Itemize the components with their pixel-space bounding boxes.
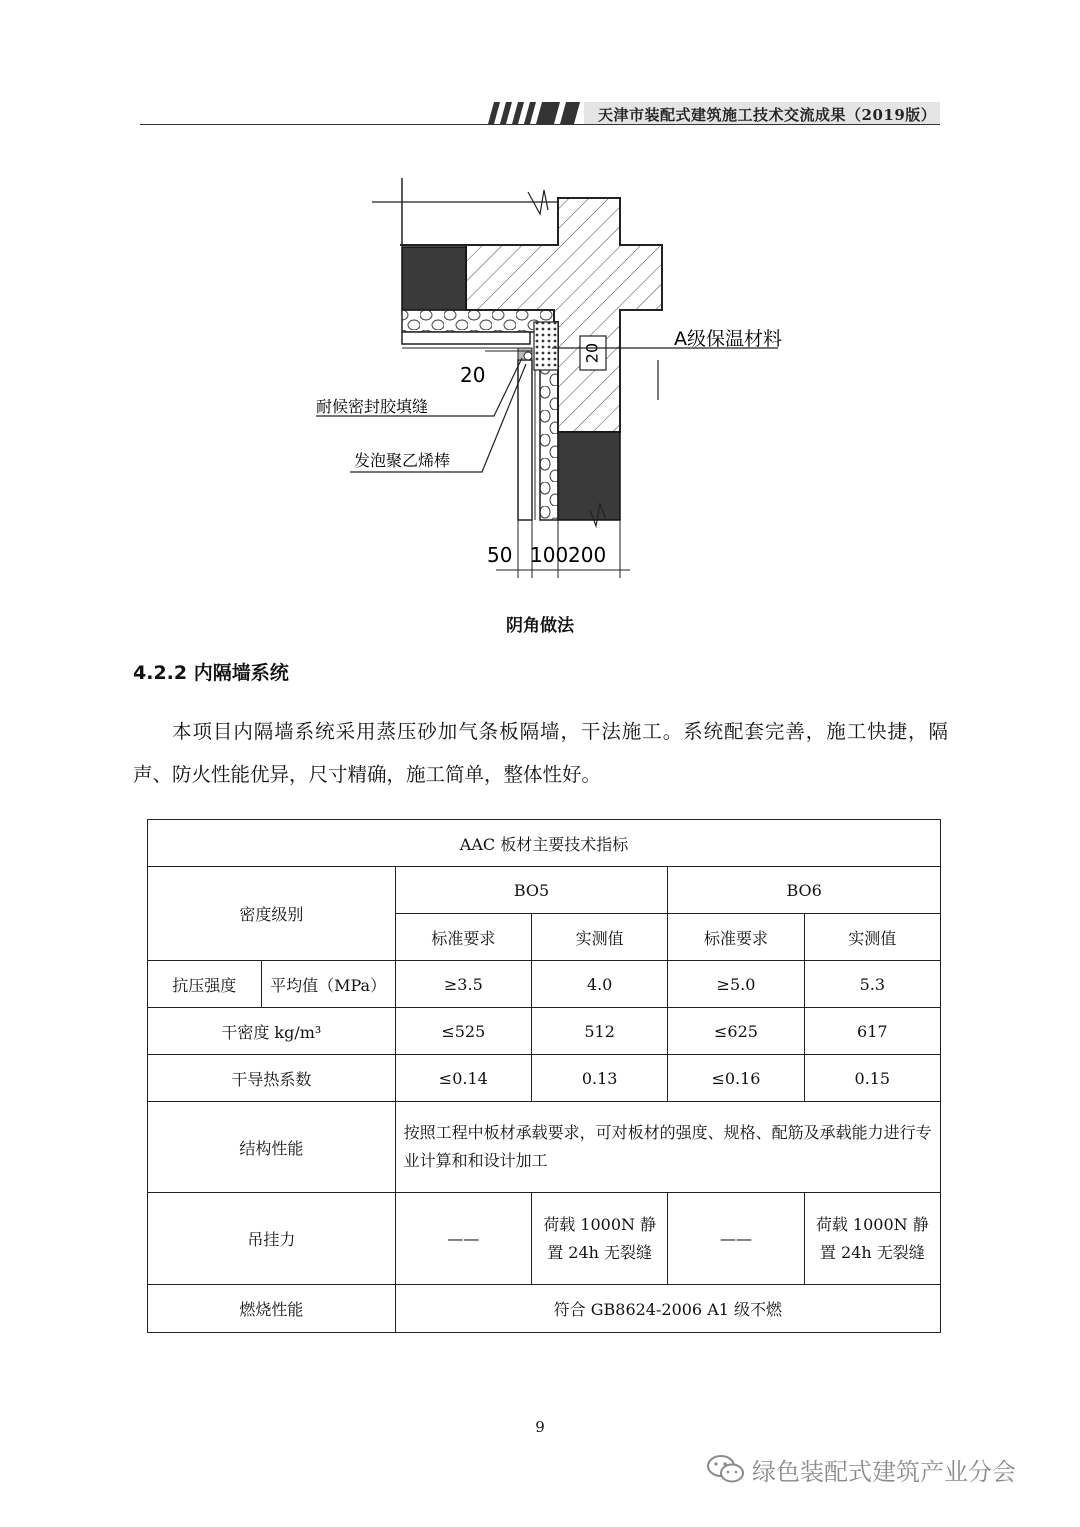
table-row bbox=[148, 1193, 941, 1285]
header-density-grade: 密度级别 bbox=[148, 867, 396, 961]
page-number: 9 bbox=[535, 1418, 545, 1436]
cell-thermal-bo6-measured: 0.15 bbox=[804, 1055, 940, 1102]
cell-thermal-bo5-std: ≤0.14 bbox=[395, 1055, 531, 1102]
cell-density-bo5-measured: 512 bbox=[531, 1008, 667, 1055]
cell-hanging-bo6-std: —— bbox=[668, 1193, 804, 1285]
cell-combustion: 燃烧性能 bbox=[148, 1285, 396, 1333]
running-header-title: 天津市装配式建筑施工技术交流成果（2019版） bbox=[598, 106, 937, 124]
header-stripes bbox=[488, 102, 580, 124]
dimension-50: 50 bbox=[487, 543, 513, 567]
dimension-100: 100 bbox=[530, 543, 569, 567]
cell-structural-text: 按照工程中板材承载要求，可对板材的强度、规格、配筋及承载能力进行专业计算和和设计加工 bbox=[395, 1102, 940, 1193]
cell-avg-mpa: 平均值（MPa） bbox=[261, 961, 395, 1008]
table-row bbox=[148, 1102, 941, 1193]
aac-spec-table bbox=[147, 819, 941, 1333]
cell-comp-bo5-measured: 4.0 bbox=[531, 961, 667, 1008]
corner-detail-drawing bbox=[300, 170, 800, 580]
header-bo5: BO5 bbox=[395, 867, 668, 914]
table-title-row bbox=[148, 820, 941, 867]
figure-caption: 阴角做法 bbox=[506, 616, 574, 636]
cell-thermal-bo5-measured: 0.13 bbox=[531, 1055, 667, 1102]
label-rod: 发泡聚乙烯棒 bbox=[354, 451, 451, 470]
cell-density-bo6-std: ≤625 bbox=[668, 1008, 804, 1055]
label-sealant: 耐候密封胶填缝 bbox=[316, 397, 429, 416]
table-row bbox=[148, 961, 941, 1008]
watermark bbox=[706, 1449, 1016, 1489]
cell-comp-bo6-std: ≥5.0 bbox=[668, 961, 804, 1008]
watermark-text: 绿色装配式建筑产业分会 bbox=[752, 1457, 1016, 1486]
dimension-20-vertical: 20 bbox=[582, 342, 602, 364]
insulation-vertical bbox=[540, 360, 558, 520]
cell-structural: 结构性能 bbox=[148, 1102, 396, 1193]
header-bo6-std: 标准要求 bbox=[668, 914, 804, 961]
table-row bbox=[148, 1055, 941, 1102]
masonry-block-bottom bbox=[558, 432, 620, 520]
section-heading: 4.2.2 内隔墙系统 bbox=[133, 662, 289, 684]
cell-compressive: 抗压强度 bbox=[148, 961, 262, 1008]
foam-rod bbox=[524, 352, 532, 360]
label-insulation: A级保温材料 bbox=[674, 328, 782, 350]
a-grade-insulation-block bbox=[534, 322, 558, 370]
table-row bbox=[148, 1008, 941, 1055]
dimension-20: 20 bbox=[460, 363, 486, 387]
insulation-horizontal bbox=[402, 310, 554, 332]
cell-thermal-bo6-std: ≤0.16 bbox=[668, 1055, 804, 1102]
cell-comp-bo6-measured: 5.3 bbox=[804, 961, 940, 1008]
wechat-icon bbox=[706, 1453, 746, 1485]
cell-hanging: 吊挂力 bbox=[148, 1193, 396, 1285]
cladding-horizontal bbox=[402, 332, 530, 344]
header-bo5-std: 标准要求 bbox=[395, 914, 531, 961]
cladding-vertical bbox=[518, 360, 532, 520]
masonry-block-left bbox=[402, 247, 466, 310]
cell-comp-bo5-std: ≥3.5 bbox=[395, 961, 531, 1008]
cell-hanging-bo5-std: —— bbox=[395, 1193, 531, 1285]
dimension-200: 200 bbox=[568, 543, 607, 567]
cell-combustion-text: 符合 GB8624-2006 A1 级不燃 bbox=[395, 1285, 940, 1333]
cell-thermal: 干导热系数 bbox=[148, 1055, 396, 1102]
cell-dry-density: 干密度 kg/m³ bbox=[148, 1008, 396, 1055]
header-rule bbox=[140, 124, 940, 125]
table-header-row-1 bbox=[148, 867, 941, 914]
section-paragraph: 本项目内隔墙系统采用蒸压砂加气条板隔墙，干法施工。系统配套完善，施工快捷，隔声、防火性能优异，尺寸精确，施工简单，整体性好。 bbox=[133, 720, 948, 786]
cell-hanging-bo5-measured: 荷载 1000N 静置 24h 无裂缝 bbox=[531, 1193, 667, 1285]
header-bo5-measured: 实测值 bbox=[531, 914, 667, 961]
table-title: AAC 板材主要技术指标 bbox=[148, 820, 941, 867]
header-bo6-measured: 实测值 bbox=[804, 914, 940, 961]
cell-density-bo5-std: ≤525 bbox=[395, 1008, 531, 1055]
cell-density-bo6-measured: 617 bbox=[804, 1008, 940, 1055]
table-row bbox=[148, 1285, 941, 1333]
header-bo6: BO6 bbox=[668, 867, 941, 914]
cell-hanging-bo6-measured: 荷载 1000N 静置 24h 无裂缝 bbox=[804, 1193, 940, 1285]
